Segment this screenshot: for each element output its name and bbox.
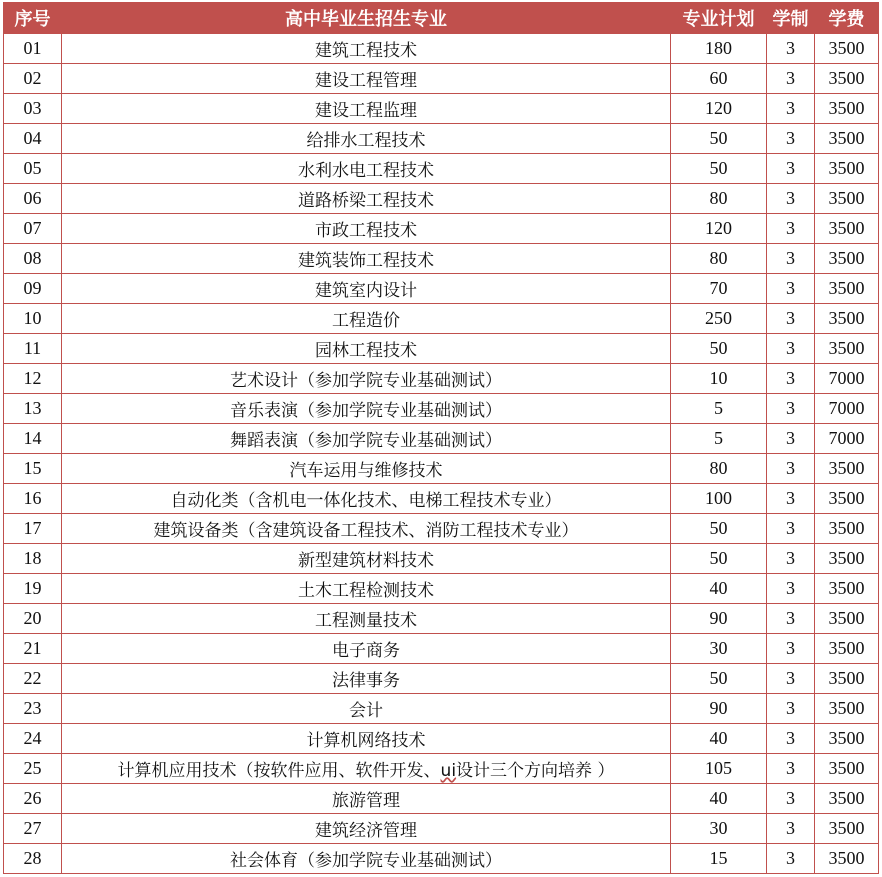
cell-fee: 7000 (815, 364, 879, 394)
cell-index: 24 (4, 724, 62, 754)
cell-fee: 3500 (815, 94, 879, 124)
cell-years: 3 (767, 694, 815, 724)
cell-plan: 80 (671, 184, 767, 214)
cell-plan: 50 (671, 334, 767, 364)
cell-plan: 50 (671, 544, 767, 574)
cell-fee: 3500 (815, 64, 879, 94)
cell-fee: 3500 (815, 754, 879, 784)
cell-index: 12 (4, 364, 62, 394)
table-row (4, 634, 879, 664)
cell-fee: 3500 (815, 604, 879, 634)
cell-plan: 250 (671, 304, 767, 334)
cell-fee: 3500 (815, 34, 879, 64)
cell-index: 26 (4, 784, 62, 814)
cell-major: 建筑工程技术 (62, 34, 671, 64)
cell-index: 14 (4, 424, 62, 454)
cell-plan: 5 (671, 424, 767, 454)
cell-plan: 5 (671, 394, 767, 424)
cell-major: 市政工程技术 (62, 214, 671, 244)
cell-plan: 30 (671, 814, 767, 844)
header-fee: 学费 (815, 3, 879, 34)
cell-years: 3 (767, 274, 815, 304)
cell-years: 3 (767, 34, 815, 64)
cell-major: 土木工程检测技术 (62, 574, 671, 604)
header-plan: 专业计划 (671, 3, 767, 34)
cell-fee: 3500 (815, 304, 879, 334)
cell-major: 社会体育（参加学院专业基础测试） (62, 844, 671, 874)
cell-years: 3 (767, 304, 815, 334)
cell-fee: 3500 (815, 514, 879, 544)
cell-index: 18 (4, 544, 62, 574)
cell-fee: 3500 (815, 544, 879, 574)
table-row (4, 274, 879, 304)
cell-plan: 50 (671, 514, 767, 544)
cell-major: 舞蹈表演（参加学院专业基础测试） (62, 424, 671, 454)
cell-plan: 10 (671, 364, 767, 394)
cell-plan: 50 (671, 664, 767, 694)
cell-fee: 3500 (815, 214, 879, 244)
table-row (4, 544, 879, 574)
header-index: 序号 (4, 3, 62, 34)
cell-years: 3 (767, 634, 815, 664)
table-row (4, 244, 879, 274)
cell-major: 工程造价 (62, 304, 671, 334)
table-row (4, 574, 879, 604)
table-row (4, 34, 879, 64)
cell-major: 建设工程监理 (62, 94, 671, 124)
cell-years: 3 (767, 244, 815, 274)
header-years: 学制 (767, 3, 815, 34)
cell-index: 21 (4, 634, 62, 664)
cell-fee: 7000 (815, 394, 879, 424)
cell-index: 20 (4, 604, 62, 634)
cell-fee: 3500 (815, 814, 879, 844)
cell-major: 水利水电工程技术 (62, 154, 671, 184)
cell-years: 3 (767, 484, 815, 514)
cell-years: 3 (767, 424, 815, 454)
cell-major: 新型建筑材料技术 (62, 544, 671, 574)
cell-fee: 3500 (815, 664, 879, 694)
cell-years: 3 (767, 184, 815, 214)
table-row (4, 814, 879, 844)
cell-years: 3 (767, 544, 815, 574)
table-row (4, 94, 879, 124)
table-row (4, 454, 879, 484)
cell-plan: 60 (671, 64, 767, 94)
cell-fee: 3500 (815, 124, 879, 154)
cell-plan: 90 (671, 604, 767, 634)
cell-major: 计算机网络技术 (62, 724, 671, 754)
cell-index: 09 (4, 274, 62, 304)
cell-index: 06 (4, 184, 62, 214)
cell-plan: 120 (671, 94, 767, 124)
cell-plan: 40 (671, 574, 767, 604)
spellcheck-underline: ui (440, 761, 457, 781)
cell-years: 3 (767, 334, 815, 364)
cell-index: 27 (4, 814, 62, 844)
table-row (4, 604, 879, 634)
cell-major: 建筑设备类（含建筑设备工程技术、消防工程技术专业） (62, 514, 671, 544)
cell-major: 旅游管理 (62, 784, 671, 814)
table-row (4, 844, 879, 874)
cell-major: 建设工程管理 (62, 64, 671, 94)
cell-index: 19 (4, 574, 62, 604)
cell-fee: 3500 (815, 574, 879, 604)
cell-years: 3 (767, 724, 815, 754)
cell-major: 计算机应用技术（按软件应用、软件开发、ui设计三个方向培养 ） (62, 754, 671, 784)
cell-years: 3 (767, 94, 815, 124)
table-row (4, 484, 879, 514)
cell-fee: 3500 (815, 694, 879, 724)
table-row (4, 394, 879, 424)
cell-index: 13 (4, 394, 62, 424)
cell-plan: 90 (671, 694, 767, 724)
cell-plan: 120 (671, 214, 767, 244)
table-row (4, 124, 879, 154)
cell-fee: 3500 (815, 334, 879, 364)
cell-years: 3 (767, 754, 815, 784)
cell-major: 法律事务 (62, 664, 671, 694)
cell-major: 建筑室内设计 (62, 274, 671, 304)
cell-index: 08 (4, 244, 62, 274)
cell-major: 音乐表演（参加学院专业基础测试） (62, 394, 671, 424)
table-header (4, 3, 879, 34)
cell-major: 建筑经济管理 (62, 814, 671, 844)
table-row (4, 784, 879, 814)
cell-fee: 3500 (815, 784, 879, 814)
cell-index: 01 (4, 34, 62, 64)
cell-index: 11 (4, 334, 62, 364)
cell-fee: 3500 (815, 274, 879, 304)
cell-major: 园林工程技术 (62, 334, 671, 364)
table-body (4, 34, 879, 874)
cell-plan: 70 (671, 274, 767, 304)
cell-plan: 80 (671, 244, 767, 274)
cell-years: 3 (767, 574, 815, 604)
cell-plan: 180 (671, 34, 767, 64)
cell-fee: 3500 (815, 184, 879, 214)
table-row (4, 664, 879, 694)
cell-fee: 3500 (815, 244, 879, 274)
cell-years: 3 (767, 364, 815, 394)
cell-index: 25 (4, 754, 62, 784)
cell-plan: 105 (671, 754, 767, 784)
cell-fee: 3500 (815, 154, 879, 184)
cell-index: 02 (4, 64, 62, 94)
cell-index: 17 (4, 514, 62, 544)
table-row (4, 304, 879, 334)
cell-index: 16 (4, 484, 62, 514)
cell-major: 自动化类（含机电一体化技术、电梯工程技术专业） (62, 484, 671, 514)
table-row (4, 184, 879, 214)
cell-index: 03 (4, 94, 62, 124)
cell-index: 15 (4, 454, 62, 484)
table-row (4, 64, 879, 94)
cell-fee: 3500 (815, 484, 879, 514)
cell-years: 3 (767, 844, 815, 874)
cell-major: 会计 (62, 694, 671, 724)
cell-major: 建筑装饰工程技术 (62, 244, 671, 274)
cell-plan: 40 (671, 724, 767, 754)
cell-plan: 100 (671, 484, 767, 514)
cell-index: 28 (4, 844, 62, 874)
enrollment-table (3, 2, 879, 874)
header-row (4, 3, 879, 34)
cell-index: 07 (4, 214, 62, 244)
cell-years: 3 (767, 64, 815, 94)
table-row (4, 334, 879, 364)
table-row (4, 724, 879, 754)
cell-index: 04 (4, 124, 62, 154)
cell-index: 23 (4, 694, 62, 724)
cell-fee: 3500 (815, 844, 879, 874)
cell-years: 3 (767, 604, 815, 634)
cell-index: 05 (4, 154, 62, 184)
cell-plan: 40 (671, 784, 767, 814)
cell-index: 10 (4, 304, 62, 334)
cell-major: 艺术设计（参加学院专业基础测试） (62, 364, 671, 394)
cell-index: 22 (4, 664, 62, 694)
cell-plan: 50 (671, 154, 767, 184)
enrollment-table-container (3, 2, 879, 874)
cell-major: 工程测量技术 (62, 604, 671, 634)
cell-fee: 7000 (815, 424, 879, 454)
cell-years: 3 (767, 784, 815, 814)
cell-years: 3 (767, 514, 815, 544)
table-row (4, 154, 879, 184)
cell-years: 3 (767, 814, 815, 844)
table-row (4, 754, 879, 784)
cell-years: 3 (767, 124, 815, 154)
table-row (4, 424, 879, 454)
cell-major: 道路桥梁工程技术 (62, 184, 671, 214)
header-major: 高中毕业生招生专业 (62, 3, 671, 34)
cell-fee: 3500 (815, 454, 879, 484)
cell-plan: 15 (671, 844, 767, 874)
cell-plan: 50 (671, 124, 767, 154)
cell-fee: 3500 (815, 724, 879, 754)
cell-plan: 80 (671, 454, 767, 484)
cell-major: 给排水工程技术 (62, 124, 671, 154)
cell-plan: 30 (671, 634, 767, 664)
cell-major: 电子商务 (62, 634, 671, 664)
cell-years: 3 (767, 394, 815, 424)
cell-years: 3 (767, 664, 815, 694)
cell-years: 3 (767, 154, 815, 184)
cell-years: 3 (767, 214, 815, 244)
cell-major: 汽车运用与维修技术 (62, 454, 671, 484)
cell-years: 3 (767, 454, 815, 484)
table-row (4, 514, 879, 544)
table-row (4, 214, 879, 244)
table-row (4, 694, 879, 724)
cell-fee: 3500 (815, 634, 879, 664)
table-row (4, 364, 879, 394)
